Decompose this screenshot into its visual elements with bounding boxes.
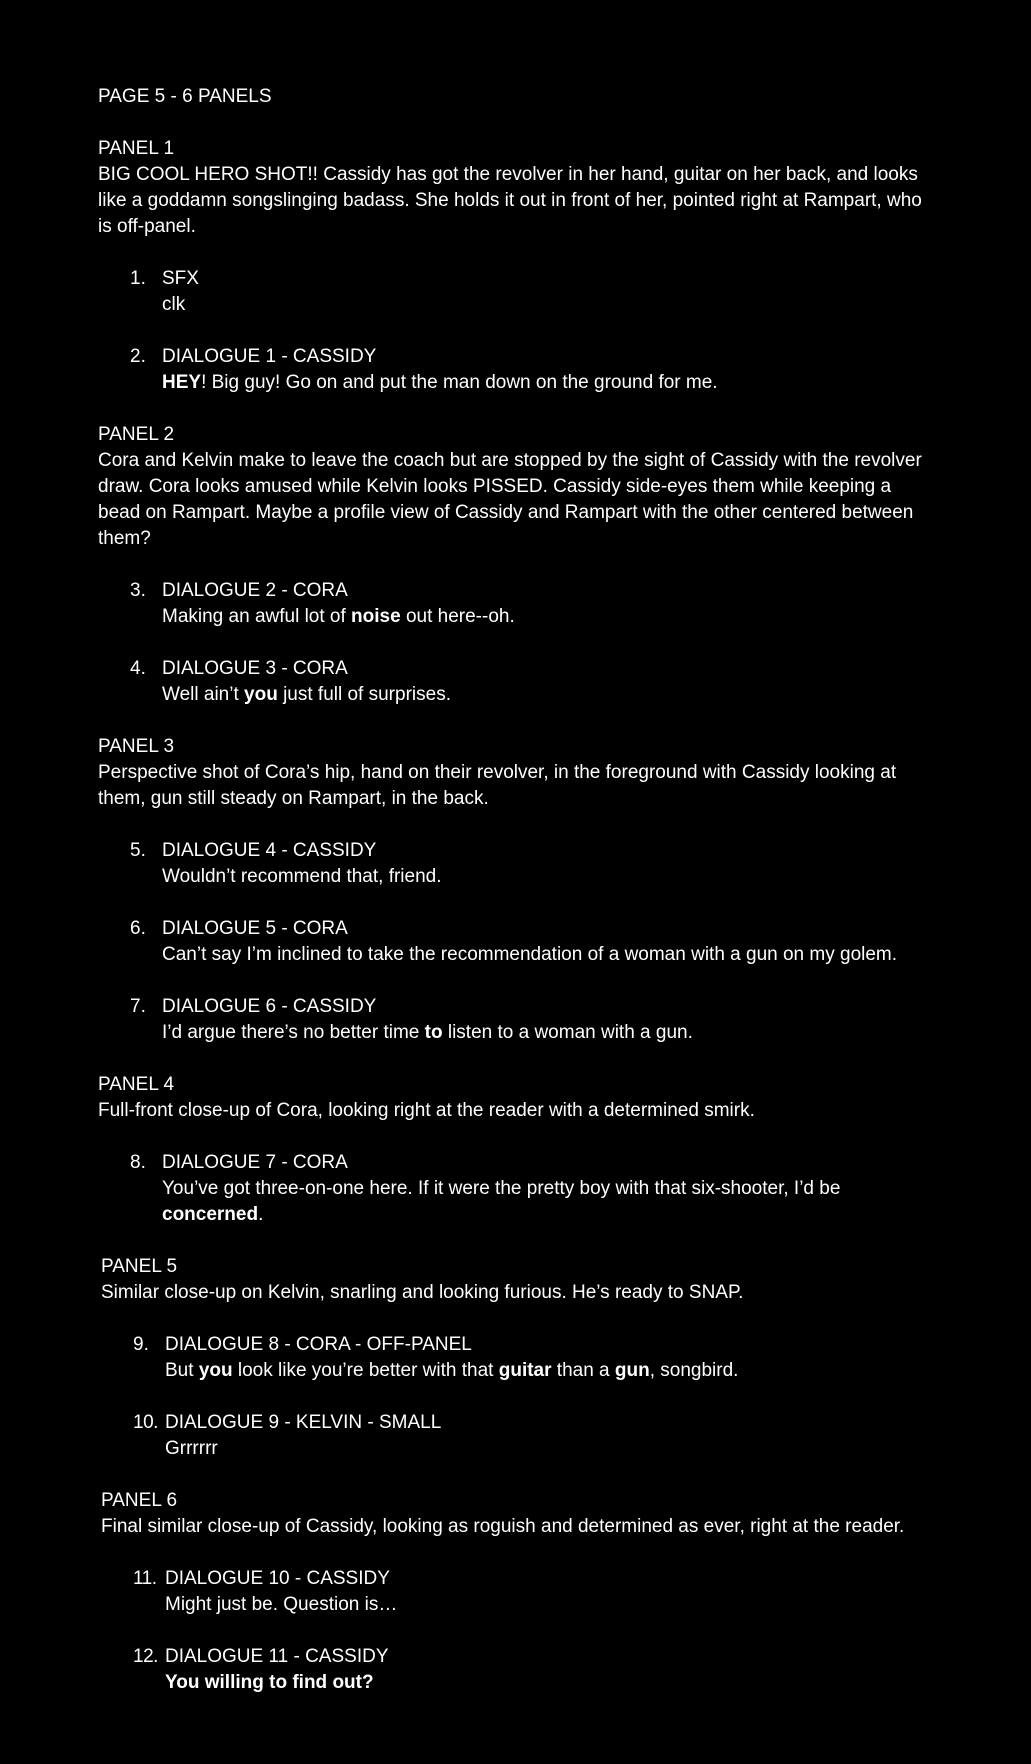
panel-section (98, 734, 938, 1046)
item-number: 5. (130, 840, 146, 861)
dialogue-item (98, 578, 938, 630)
panel-title: PANEL 1 (98, 138, 175, 159)
panel-title: PANEL 2 (98, 424, 175, 445)
item-text (162, 682, 938, 708)
text-run: clk (162, 294, 186, 315)
item-text (162, 864, 938, 890)
emphasis-text: you (198, 1360, 233, 1381)
panel-description: Similar close-up on Kelvin, snarling and looking furious. He’s ready to SNAP. (101, 1282, 744, 1303)
text-run: You’ve got three-on-one here. If it were the pretty boy with that six-shooter, I’d be (162, 1178, 841, 1199)
panel-description: Perspective shot of Cora’s hip, hand on their revolver, in the foreground with Cassidy looking at them, gun still steady on Rampart, in the back. (98, 762, 897, 809)
dialogue-item (98, 838, 938, 890)
emphasis-text: guitar (498, 1360, 552, 1381)
text-run: I’d argue there’s no better time (162, 1022, 425, 1043)
dialogue-list (101, 1566, 938, 1696)
item-text (165, 1436, 938, 1462)
item-text (162, 292, 938, 318)
item-heading: SFX (162, 268, 199, 289)
panel-description: BIG COOL HERO SHOT!! Cassidy has got the revolver in her hand, guitar on her back, and looks like a goddamn songslinging badass. She holds it out in front of her, pointed right at Rampart, who is off-panel. (98, 164, 922, 237)
dialogue-item (101, 1410, 938, 1462)
dialogue-item (101, 1332, 938, 1384)
text-run: than a (551, 1360, 615, 1381)
text-run: . (258, 1204, 264, 1225)
dialogue-item (101, 1644, 938, 1696)
item-heading: DIALOGUE 2 - CORA (162, 580, 348, 601)
dialogue-list (98, 266, 938, 396)
text-run: , songbird. (649, 1360, 739, 1381)
item-heading: DIALOGUE 3 - CORA (162, 658, 348, 679)
item-number: 1. (130, 268, 146, 289)
dialogue-item (98, 994, 938, 1046)
text-run: Wouldn’t recommend that, friend. (162, 866, 442, 887)
item-text (162, 370, 938, 396)
item-number: 4. (130, 658, 146, 679)
emphasis-text: You willing to find out? (165, 1672, 374, 1693)
item-number: 7. (130, 996, 146, 1017)
text-run: just full of surprises. (277, 684, 451, 705)
item-text (165, 1670, 938, 1696)
page-heading: PAGE 5 - 6 PANELS (98, 86, 272, 107)
text-run: Well ain’t (162, 684, 245, 705)
dialogue-item (98, 916, 938, 968)
dialogue-item (101, 1566, 938, 1618)
item-text (162, 604, 938, 630)
dialogue-item (98, 266, 938, 318)
text-run: But (165, 1360, 199, 1381)
panel-description: Cora and Kelvin make to leave the coach but are stopped by the sight of Cassidy with the revolver draw. Cora looks amused while Kelvin looks PISSED. Cassidy side-eyes them while keeping a bead on Rampart. Maybe a profile view of Cassidy and Rampart with the other centered between them? (98, 450, 922, 549)
emphasis-text: HEY (162, 372, 202, 393)
item-heading: DIALOGUE 10 - CASSIDY (165, 1568, 390, 1589)
panel-title: PANEL 5 (101, 1256, 178, 1277)
dialogue-item (98, 344, 938, 396)
emphasis-text: gun (614, 1360, 650, 1381)
text-run: Might just be. Question is… (165, 1594, 398, 1615)
item-text (165, 1358, 938, 1384)
emphasis-text: concerned (162, 1204, 259, 1225)
item-number: 12. (133, 1646, 158, 1667)
text-run: Can’t say I’m inclined to take the recommendation of a woman with a gun on my golem. (162, 944, 898, 965)
item-number: 8. (130, 1152, 146, 1173)
item-number: 3. (130, 580, 146, 601)
panel-section (98, 1072, 938, 1228)
panel-title: PANEL 4 (98, 1074, 175, 1095)
panel-description: Full-front close-up of Cora, looking right at the reader with a determined smirk. (98, 1100, 755, 1121)
item-number: 11. (133, 1568, 157, 1589)
item-text (162, 1020, 938, 1046)
panel-section (98, 136, 938, 396)
dialogue-list (98, 838, 938, 1046)
emphasis-text: you (244, 684, 278, 705)
dialogue-list (98, 1150, 938, 1228)
item-number: 9. (133, 1334, 149, 1355)
panel-title: PANEL 6 (101, 1490, 178, 1511)
emphasis-text: noise (351, 606, 401, 627)
item-heading: DIALOGUE 7 - CORA (162, 1152, 348, 1173)
item-number: 10. (133, 1412, 158, 1433)
item-number: 6. (130, 918, 146, 939)
text-run: Grrrrrr (165, 1438, 218, 1459)
item-heading: DIALOGUE 4 - CASSIDY (162, 840, 377, 861)
emphasis-text: to (424, 1022, 443, 1043)
item-text (165, 1592, 938, 1618)
text-run: Making an awful lot of (162, 606, 352, 627)
item-heading: DIALOGUE 11 - CASSIDY (165, 1646, 389, 1667)
dialogue-list (101, 1332, 938, 1462)
panel-section (101, 1488, 938, 1696)
text-run: listen to a woman with a gun. (442, 1022, 693, 1043)
item-heading: DIALOGUE 5 - CORA (162, 918, 348, 939)
panel-section (98, 422, 938, 708)
dialogue-list (98, 578, 938, 708)
panel-list (98, 136, 938, 1696)
item-heading: DIALOGUE 1 - CASSIDY (162, 346, 377, 367)
dialogue-item (98, 656, 938, 708)
item-heading: DIALOGUE 6 - CASSIDY (162, 996, 377, 1017)
script-page (98, 84, 938, 1722)
panel-section (101, 1254, 938, 1462)
item-text (162, 942, 938, 968)
item-text (162, 1176, 938, 1228)
text-run: look like you’re better with that (232, 1360, 499, 1381)
panel-title: PANEL 3 (98, 736, 175, 757)
item-heading: DIALOGUE 8 - CORA - OFF-PANEL (165, 1334, 472, 1355)
dialogue-item (98, 1150, 938, 1228)
item-heading: DIALOGUE 9 - KELVIN - SMALL (165, 1412, 442, 1433)
text-run: out here--oh. (400, 606, 515, 627)
item-number: 2. (130, 346, 146, 367)
text-run: ! Big guy! Go on and put the man down on the ground for me. (201, 372, 718, 393)
panel-description: Final similar close-up of Cassidy, looking as roguish and determined as ever, right at the reader. (101, 1516, 905, 1537)
